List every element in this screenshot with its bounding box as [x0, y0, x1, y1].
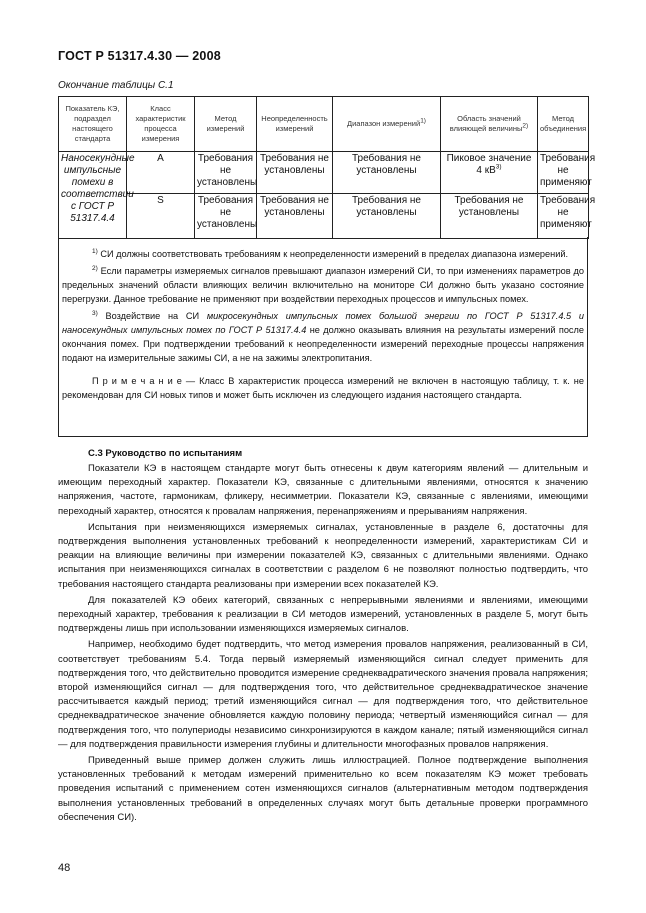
cell-aggregation: Требования не применяют: [538, 152, 589, 194]
table-note: П р и м е ч а н и е — Класс В характеристик процесса измерений не включен в настоящую таблицу, т. к. не рекомендован для СИ новых типов и может быть исключен из следующего издания настоящего стандарта.: [62, 376, 584, 400]
section-heading: С.3 Руководство по испытаниям: [88, 448, 243, 459]
table-header-row: [59, 97, 589, 152]
footnote-2: $^{2)}$ Если параметры измеряемых сигналов превышают диапазон измерений СИ, то при изменениях параметров до предельных значений области влияющих величин включительно на мониторе СИ должно быть указано состояние перегрузки. Данное требование не применяют при воздействии переходных процессов и импульсных помех.: [62, 264, 584, 304]
cell-class: S: [127, 194, 195, 239]
footnote-1: $^{1)}$ СИ должны соответствовать требованиям к неопределенности измерений в пределах диапазона измерений.: [92, 247, 569, 259]
paragraph: Испытания при неизменяющихся измеряемых сигналах, установленные в разделе 6, достаточны для подтверждения выполнения установленных требований к неопределенности измерений, характеристикам СИ и реакции на влияющие величины при измерении показателей КЭ, связанных с длительными явлениями. Однако испытания при неизменяющихся сигналах в соответствии с разделом 6 не позволяют полностью подтвердить, что требования настоящего стандарта реализованы при измерении всех показателей КЭ.: [58, 521, 588, 590]
col-header-range: Диапазон измерений$^{1)}$: [333, 97, 441, 152]
cell-uncertainty: Требования не установлены: [257, 152, 333, 194]
col-header-method: Метод измерений: [195, 97, 257, 152]
document-header: ГОСТ Р 51317.4.30 — 2008: [58, 49, 221, 63]
cell-range: Требования не установлены: [333, 152, 441, 194]
table-row: [59, 152, 589, 194]
paragraph: Показатели КЭ в настоящем стандарте могут быть отнесены к двум категориям явлений — длительным и имеющим переходный характер. Показатели КЭ, связанные с длительными явлениями, относятся к значению напряжения, частоте, гармоникам, фликеру, несимметрии. Показатели КЭ, связанные с явлениями, имеющими переходный характер, относятся к провалам напряжения, перенапряжениям и прерываниям напряжения.: [58, 463, 588, 517]
col-header-influence: Область значений влияющей величины$^{2)}$: [441, 97, 538, 152]
table-footnotes: [58, 237, 588, 437]
page-number: 48: [58, 862, 71, 874]
table-caption: Окончание таблицы С.1: [58, 80, 174, 91]
paragraph: Приведенный выше пример должен служить лишь иллюстрацией. Полное подтверждение выполнения установленных требований к методам измерений применительно ко всем показателям КЭ может требовать проведения испытаний с применением сотен изменяющихся сигналов (альтернативным методом подтверждения выполнения установленных требований в определенных случаях могут быть детальные проверки программного обеспечения СИ).: [58, 755, 588, 823]
cell-method: Требования не установлены: [195, 152, 257, 194]
row-name: Наносекундные импульсные помехи в соответствии с ГОСТ Р 51317.4.4: [59, 152, 127, 239]
paragraph: Для показателей КЭ обеих категорий, связанных с непрерывными явлениями и явлениями, имеющими переходный характер, требования к реализации в СИ методов измерений, установленных в разделе 5, могут быть подтверждены лишь при использовании изменяющихся измеряемых сигналов.: [58, 594, 588, 635]
cell-method: Требования не установлены: [195, 194, 257, 239]
col-header-aggregation: Метод объединения: [538, 97, 589, 152]
col-header-uncertainty: Неопределенность измерений: [257, 97, 333, 152]
cell-class: A: [127, 152, 195, 194]
col-header-class: Класс характеристик процесса измерения: [127, 97, 195, 152]
section-c3: [58, 447, 588, 827]
cell-influence: Пиковое значение 4 $кВ^{3)}$: [441, 152, 538, 194]
col-header-indicator: Показатель КЭ, подраздел настоящего стандарта: [59, 97, 127, 152]
paragraph: Например, необходимо будет подтвердить, что метод измерения провалов напряжения, реализованный в СИ, соответствует требованиям 5.4. Тогда первый измеряемый изменяющийся сигнал следует применить для подтверждения того, что действительно проводится измерение среднеквадратического значения провала напряжения; второй изменяющийся сигнал — для подтверждения того, что действительное среднеквадратическое значение рассчитывается каждый период; третий изменяющийся сигнал — для подтверждения того, что действительное среднеквадратическое значение обновляется каждую половину периода; четвертый изменяющийся сигнал — для подтверждения того, что полупериоды независимо синхронизируются в каждом канале; пятый изменяющийся сигнал — для подтверждения правильности измерения глубины и длительности многофазных провалов напряжения.: [58, 639, 588, 750]
cell-influence: Требования не установлены: [441, 194, 538, 239]
cell-aggregation: Требования не применяют: [538, 194, 589, 239]
cell-uncertainty: Требования не установлены: [257, 194, 333, 239]
spec-table: [58, 96, 596, 239]
table-row: [59, 194, 589, 239]
cell-range: Требования не установлены: [333, 194, 441, 239]
footnote-3: $^{3)}$ Воздействие на СИ микросекундных импульсных помех большой энергии по ГОСТ Р 51317.4.5 и наносекундных импульсных помех по ГОСТ Р 51317.4.4 не должно оказывать влияния на результаты измерений после окончания помех. При подтверждении требований к неопределенности измерений переходные процессы напряжения подают на измерительные зажимы СИ, а не на зажимы электропитания.: [62, 309, 584, 363]
